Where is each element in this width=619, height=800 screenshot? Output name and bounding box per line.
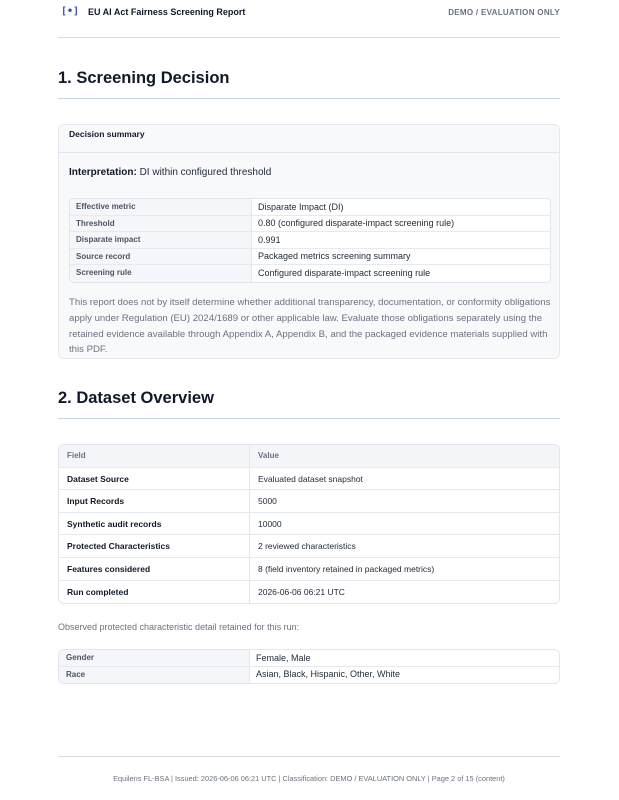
characteristic-values: Asian, Black, Hispanic, Other, White bbox=[256, 669, 401, 679]
row-key: Threshold bbox=[70, 216, 252, 232]
decision-summary-card bbox=[58, 124, 560, 359]
characteristic-name: Race bbox=[59, 667, 250, 684]
row-value: Evaluated dataset snapshot bbox=[258, 473, 363, 484]
interpretation-value: DI within configured threshold bbox=[139, 167, 272, 178]
row-value: 10000 bbox=[258, 518, 282, 529]
row-key: Effective metric bbox=[70, 199, 252, 215]
characteristics-table bbox=[58, 649, 560, 684]
table-row bbox=[70, 199, 550, 216]
column-header-value: Value bbox=[258, 451, 279, 460]
table-row bbox=[59, 490, 559, 513]
table-row bbox=[70, 265, 550, 282]
table-row bbox=[59, 468, 559, 491]
card-title: Decision summary bbox=[59, 125, 559, 153]
table-row bbox=[70, 216, 550, 233]
section-heading-dataset-overview: 2. Dataset Overview bbox=[58, 389, 560, 419]
table-row bbox=[59, 581, 559, 604]
table-header-row bbox=[59, 445, 559, 468]
row-key: Source record bbox=[70, 249, 252, 265]
classification-flag: DEMO / EVALUATION ONLY bbox=[448, 8, 560, 17]
report-title: EU AI Act Fairness Screening Report bbox=[88, 7, 246, 17]
row-value: 5000 bbox=[258, 496, 277, 507]
row-value: Disparate Impact (DI) bbox=[258, 201, 344, 212]
interpretation bbox=[69, 167, 271, 178]
row-field: Input Records bbox=[59, 490, 250, 512]
row-field: Protected Characteristics bbox=[59, 535, 250, 557]
observed-caption: Observed protected characteristic detail retained for this run: bbox=[58, 622, 300, 632]
decision-table bbox=[69, 198, 551, 283]
table-row bbox=[70, 232, 550, 249]
table-row bbox=[70, 249, 550, 266]
row-field: Synthetic audit records bbox=[59, 513, 250, 535]
row-key: Disparate impact bbox=[70, 232, 252, 248]
table-row bbox=[59, 667, 559, 684]
section-heading-screening-decision: 1. Screening Decision bbox=[58, 69, 560, 99]
row-value: 0.80 (configured disparate-impact screening rule) bbox=[258, 218, 455, 229]
row-value: Packaged metrics screening summary bbox=[258, 251, 411, 262]
row-field: Dataset Source bbox=[59, 468, 250, 490]
row-value: 0.991 bbox=[258, 234, 281, 245]
interpretation-label: Interpretation: bbox=[69, 167, 137, 178]
row-key: Screening rule bbox=[70, 265, 252, 282]
page-footer: Equilens FL-BSA | Issued: 2026-06-06 06:21 UTC | Classification: DEMO / EVALUATION ONLY | Page 2 of 15 (content) bbox=[58, 756, 560, 783]
row-value: 2 reviewed characteristics bbox=[258, 541, 356, 552]
row-value: 8 (field inventory retained in packaged metrics) bbox=[258, 563, 435, 574]
table-row bbox=[59, 558, 559, 581]
characteristic-name: Gender bbox=[59, 650, 250, 666]
row-field: Run completed bbox=[59, 581, 250, 604]
row-field: Features considered bbox=[59, 558, 250, 580]
page-header bbox=[58, 6, 560, 38]
table-row bbox=[59, 650, 559, 667]
row-value: Configured disparate-impact screening rule bbox=[258, 267, 431, 278]
dataset-table bbox=[58, 444, 560, 604]
row-value: 2026-06-06 06:21 UTC bbox=[258, 586, 345, 597]
brand-logo-icon: [•] bbox=[61, 6, 80, 17]
column-header-field: Field bbox=[59, 445, 250, 467]
legal-note: This report does not by itself determine whether additional transparency, documentation, or conformity obligations apply under Regulation (EU) 2024/1689 or other applicable law. Evaluate those obligations separately using the retained evidence available through Appendix A, Appendix B, and the packaged evidence materials supplied with this PDF. bbox=[69, 297, 551, 356]
characteristic-values: Female, Male bbox=[256, 652, 311, 663]
table-row bbox=[59, 513, 559, 536]
table-row bbox=[59, 535, 559, 558]
